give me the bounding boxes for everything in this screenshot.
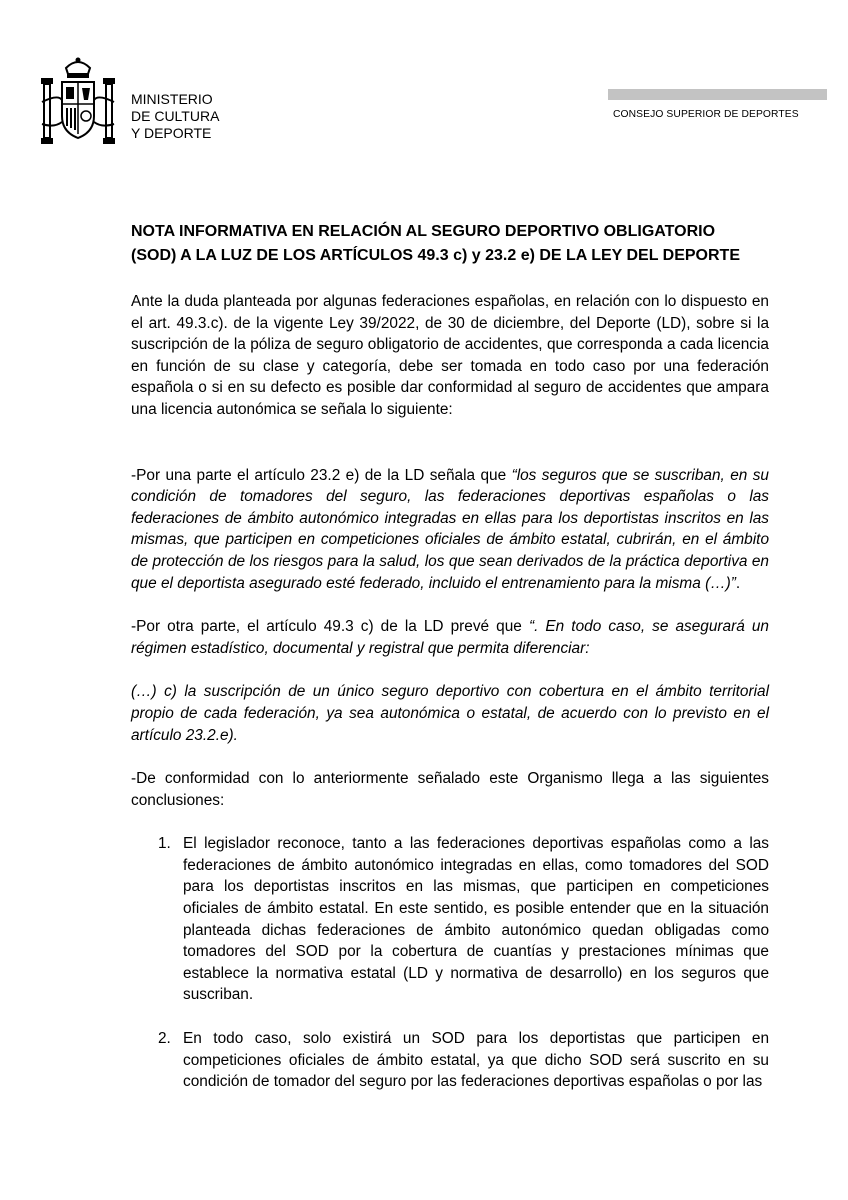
spanish-coat-of-arms-icon [38, 54, 118, 150]
header-divider-bar [608, 89, 827, 100]
paragraph-conclusions-intro: -De conformidad con lo anteriormente señalado este Organismo llega a las siguientes conclusiones: [131, 770, 769, 809]
ministry-line: MINISTERIO [131, 91, 213, 107]
list-item-text: El legislador reconoce, tanto a las federaciones deportivas españolas como a las federaciones de ámbito autonómico integradas en ellas, como tomadores del SOD para los deportistas inscritos en las mismas, que participen en competiciones oficiales de ámbito estatal. En este sentido, es posible entender que en la situación planteada dichas federaciones de ámbito autonómico quedan obligadas como tomadores del SOD por la cobertura de cuantías y prestaciones mínimas que establece la normativa estatal (LD y normativa de desarrollo) en los seguros que suscriban. [183, 835, 769, 1004]
paragraph-lead: -Por otra parte, el artículo 49.3 c) de la LD prevé que [131, 618, 529, 636]
list-number: 1. [158, 835, 171, 853]
quoted-text: “. En todo caso, se asegurará un régimen estadístico, documental y registral que permita diferenciar: [131, 618, 769, 657]
ministry-line: DE CULTURA [131, 108, 220, 124]
letterhead [0, 0, 848, 160]
paragraph-lead: -Por una parte el artículo 23.2 e) de la LD señala que [131, 466, 512, 484]
quoted-text: “los seguros que se suscriban, en su condición de tomadores del seguro, las federaciones deportivas españolas o las federaciones de ámbito autonómico integradas en ellas para los deportistas inscritos en las mismas, que participen en competiciones oficiales de ámbito estatal, cubrirán, en el ámbito de protección de los riesgos para la salud, los que sean derivados de la práctica deportiva en que el deportista asegurado esté federado, incluido el entrenamiento para la misma (…)” [131, 466, 769, 592]
title-line-1: NOTA INFORMATIVA EN RELACIÓN AL SEGURO DEPORTIVO OBLIGATORIO [131, 223, 716, 240]
title-line-2: (SOD) A LA LUZ DE LOS ARTÍCULOS 49.3 c) y 23.2 e) DE LA LEY DEL DEPORTE [131, 247, 740, 264]
list-item [131, 1028, 769, 1093]
list-item-text: En todo caso, solo existirá un SOD para los deportistas que participen en competiciones oficiales de ámbito estatal, ya que dicho SOD será suscrito en su condición de tomador del seguro por las federaciones deportivas españolas o por las [183, 1030, 769, 1091]
agency-name: CONSEJO SUPERIOR DE DEPORTES [613, 109, 799, 120]
paragraph-end: . [735, 574, 741, 592]
document-body [131, 220, 769, 1115]
paragraph-article-23 [131, 465, 769, 595]
ministry-line: Y DEPORTE [131, 125, 212, 141]
conclusions-list [131, 833, 769, 1093]
document-title [131, 220, 769, 268]
list-number: 2. [158, 1030, 171, 1048]
intro-paragraph: Ante la duda planteada por algunas federaciones españolas, en relación con lo dispuesto en el art. 49.3.c). de la vigente Ley 39/2022, de 30 de diciembre, del Deporte (LD), sobre si la suscripción de la póliza de seguro obligatorio de accidentes, que corresponda a cada licencia en función de su clase y categoría, debe ser tomada en todo caso por una federación española o si en su defecto es posible dar conformidad al seguro de accidentes que ampara una licencia autonómica se señala lo siguiente: [131, 293, 769, 418]
paragraph-article-49 [131, 616, 769, 659]
ministry-name [131, 91, 219, 142]
quoted-text: (…) c) la suscripción de un único seguro deportivo con cobertura en el ámbito territorial propio de cada federación, ya sea autonómica o estatal, de acuerdo con lo previsto en el artículo 23.2.e). [131, 683, 769, 744]
list-item [131, 833, 769, 1006]
paragraph-quote-c [131, 681, 769, 746]
